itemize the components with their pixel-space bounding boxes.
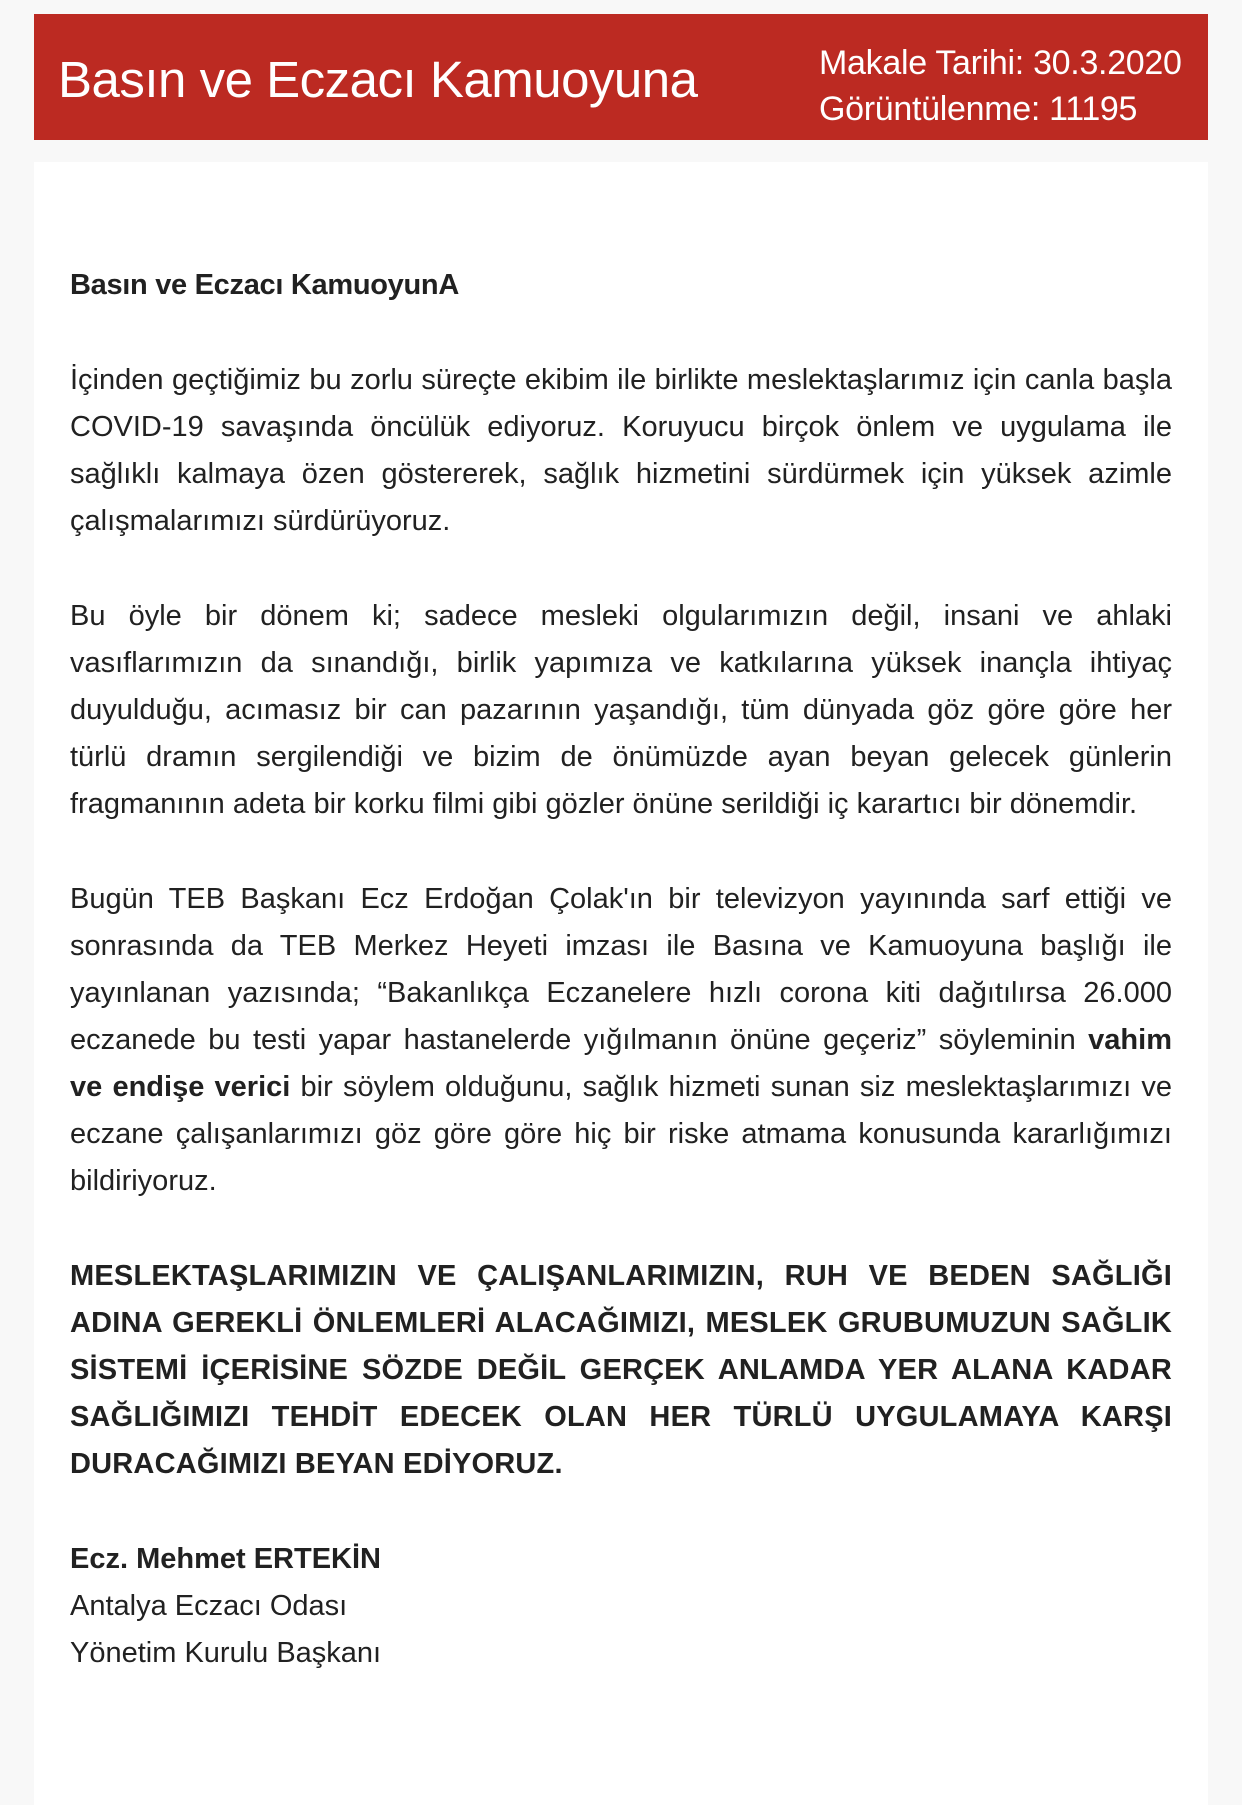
article-body (70, 262, 1172, 1677)
paragraph-1: İçinden geçtiğimiz bu zorlu süreçte ekibim ile birlikte meslektaşlarımız için canla başla COVID-19 savaşında öncülük ediyoruz. Koruyucu birçok önlem ve uygulama ile sağlıklı kalmaya özen göstererek, sağlık hizmetini sürdürmek için yüksek azimle çalışmalarımızı sürdürüyoruz. (70, 364, 1172, 537)
signatory-organization: Antalya Eczacı Odası (70, 1590, 348, 1622)
article-header (34, 14, 1208, 140)
article-date: Makale Tarihi: 30.3.2020 (819, 44, 1182, 82)
article-meta (819, 40, 1182, 132)
article-card (34, 162, 1208, 1805)
paragraph-3-text-after: bir söylem olduğunu, sağlık hizmeti sunan siz meslektaşlarımızı ve eczane çalışanlarımızı göz göre göre hiç bir riske atmama konusunda kararlığımızı bildiriyoruz. (70, 1071, 1173, 1197)
signatory-position: Yönetim Kurulu Başkanı (70, 1637, 382, 1669)
paragraph-3-emphasis: vahim ve endişe verici (70, 1024, 1172, 1103)
declaration-paragraph: MESLEKTAŞLARIMIZIN VE ÇALIŞANLARIMIZIN, RUH VE BEDEN SAĞLIĞI ADINA GEREKLİ ÖNLEMLERİ ALACAĞIMIZI, MESLEK GRUBUMUZUN SAĞLIK SİSTEMİ İÇERİSİNE SÖZDE DEĞİL GERÇEK ANLAMDA YER ALANA KADAR SAĞLIĞIMIZI TEHDİT EDECEK OLAN HER TÜRLÜ UYGULAMAYA KARŞI DURACAĞIMIZI BEYAN EDİYORUZ. (70, 1260, 1172, 1480)
paragraph-2: Bu öyle bir dönem ki; sadece mesleki olgularımızın değil, insani ve ahlaki vasıflarımızın da sınandığı, birlik yapımıza ve katkılarına yüksek inançla ihtiyaç duyulduğu, acımasız bir can pazarının yaşandığı, tüm dünyada göz göre göre her türlü dramın sergilendiği ve bizim de önümüzde ayan beyan gelecek günlerin fragmanının adeta bir korku filmi gibi gözler önüne serildiği iç karartıcı bir dönemdir. (70, 600, 1172, 820)
view-count: Görüntülenme: 11195 (819, 90, 1138, 128)
signature-block (70, 1536, 1172, 1677)
paragraph-3 (70, 876, 1172, 1205)
paragraph-3-text-before: Bugün TEB Başkanı Ecz Erdoğan Çolak'ın bir televizyon yayınında sarf ettiği ve sonrasında da TEB Merkez Heyeti imzası ile Basına ve Kamuoyuna başlığı ile yayınlanan yazısında; “Bakanlıkça Eczanelere hızlı corona kiti dağıtılırsa 26.000 eczanede bu testi yapar hastanelerde yığılmanın önüne geçeriz” söyleminin (70, 883, 1172, 1056)
article-heading: Basın ve Eczacı KamuoyunA (70, 269, 459, 301)
page-title: Basın ve Eczacı Kamuoyuna (58, 51, 698, 108)
signatory-name: Ecz. Mehmet ERTEKİN (70, 1543, 381, 1575)
